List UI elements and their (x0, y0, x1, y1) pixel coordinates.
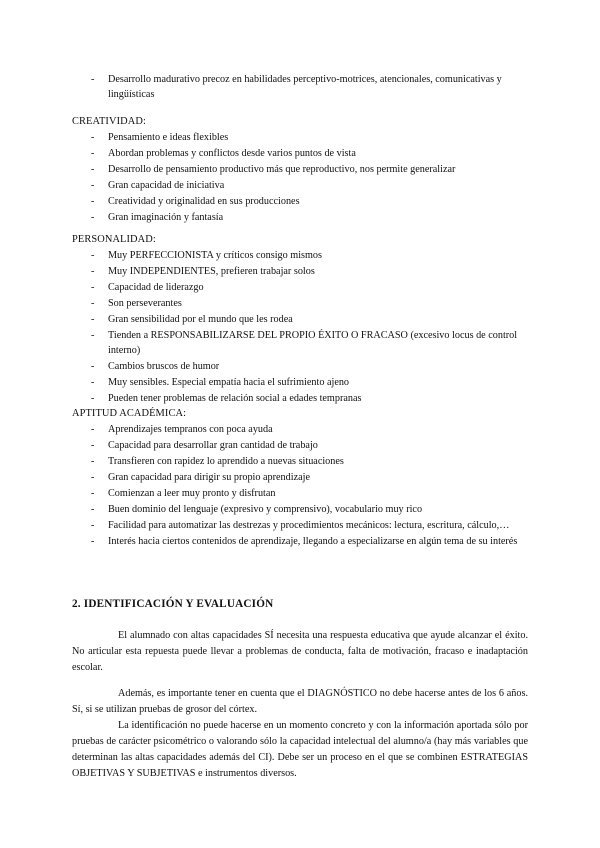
bullet-dash: - (91, 180, 95, 191)
list-item-text: Muy PERFECCIONISTA y críticos consigo mismos (108, 250, 322, 261)
list-item (0, 210, 600, 225)
personalidad-list (0, 248, 600, 407)
list-item (0, 438, 600, 453)
list-item-text: Capacidad de liderazgo (108, 282, 204, 293)
aptitud-list (0, 422, 600, 550)
list-item-text: Desarrollo de pensamiento productivo más que reproductivo, nos permite generalizar (108, 164, 456, 175)
list-item-text: Gran capacidad para dirigir su propio aprendizaje (108, 472, 310, 483)
intro-list (0, 72, 600, 103)
bullet-dash: - (91, 314, 95, 325)
list-item-text: Comienzan a leer muy pronto y disfrutan (108, 488, 276, 499)
list-item-text: Desarrollo madurativo precoz en habilidades perceptivo-motrices, atencionales, comunicativas y lingüísticas (108, 74, 502, 100)
list-item (0, 391, 600, 406)
list-item-text: Abordan problemas y conflictos desde varios puntos de vista (108, 148, 356, 159)
bullet-dash: - (91, 424, 95, 435)
list-item-text: Cambios bruscos de humor (108, 361, 220, 372)
list-item (0, 146, 600, 161)
list-item-text: Interés hacia ciertos contenidos de aprendizaje, llegando a especializarse en algún tema de su interés (108, 536, 518, 547)
personalidad-heading: PERSONALIDAD: (72, 234, 156, 245)
list-item-text: Capacidad para desarrollar gran cantidad de trabajo (108, 440, 318, 451)
list-item (0, 280, 600, 295)
list-item-text: Gran capacidad de iniciativa (108, 180, 225, 191)
aptitud-heading: APTITUD ACADÉMICA: (72, 408, 187, 419)
list-item (0, 375, 600, 390)
bullet-dash: - (91, 132, 95, 143)
bullet-dash: - (91, 74, 95, 85)
list-item (0, 72, 600, 102)
bullet-dash: - (91, 440, 95, 451)
list-item (0, 534, 600, 549)
paragraph (72, 628, 528, 676)
list-item (0, 328, 600, 358)
list-item-text: Creatividad y originalidad en sus producciones (108, 196, 300, 207)
list-item (0, 162, 600, 177)
bullet-dash: - (91, 361, 95, 372)
list-item-text: Pensamiento e ideas flexibles (108, 132, 229, 143)
list-item (0, 502, 600, 517)
bullet-dash: - (91, 536, 95, 547)
list-item (0, 359, 600, 374)
list-item (0, 178, 600, 193)
list-item (0, 518, 600, 533)
list-item (0, 194, 600, 209)
bullet-dash: - (91, 330, 95, 341)
paragraph (72, 686, 528, 718)
list-item-text: Transfieren con rapidez lo aprendido a nuevas situaciones (108, 456, 344, 467)
list-item-text: Son perseverantes (108, 298, 182, 309)
list-item-text: Aprendizajes tempranos con poca ayuda (108, 424, 273, 435)
bullet-dash: - (91, 282, 95, 293)
paragraph-text: La identificación no puede hacerse en un momento concreto y con la información aportada sólo por pruebas de carácter psicométrico o valorando sólo la capacidad intelectual del alumno/a (hay más variables que determinan las altas capacidades además del CI). Debe ser un proceso en el que se combinen ESTRATEGIAS OBJETIVAS Y SUBJETIVAS e instrumentos diversos. (72, 720, 528, 779)
list-item-text: Facilidad para automatizar las destrezas y procedimientos mecánicos: lectura, escritura, cálculo,… (108, 520, 510, 531)
bullet-dash: - (91, 393, 95, 404)
paragraph-text: Además, es importante tener en cuenta que el DIAGNÓSTICO no debe hacerse antes de los 6 años. Sí, si se utilizan pruebas de grosor del córtex. (72, 688, 528, 715)
bullet-dash: - (91, 472, 95, 483)
creatividad-heading: CREATIVIDAD: (72, 116, 146, 127)
paragraph-text: El alumnado con altas capacidades SÍ necesita una respuesta educativa que ayude alcanzar el éxito. No articular esta repuesta puede llevar a problemas de conducta, falta de motivación, fracaso e inadaptación escolar. (72, 630, 528, 673)
list-item-text: Buen dominio del lenguaje (expresivo y comprensivo), vocabulario muy rico (108, 504, 423, 515)
list-item (0, 130, 600, 145)
list-item-text: Tienden a RESPONSABILIZARSE DEL PROPIO ÉXITO O FRACASO (excesivo locus de control interno) (108, 330, 518, 356)
section-title: 2. IDENTIFICACIÓN Y EVALUACIÓN (72, 598, 274, 610)
bullet-dash: - (91, 488, 95, 499)
paragraph (72, 718, 528, 782)
list-item-text: Gran imaginación y fantasía (108, 212, 224, 223)
list-item (0, 248, 600, 263)
bullet-dash: - (91, 298, 95, 309)
bullet-dash: - (91, 377, 95, 388)
bullet-dash: - (91, 212, 95, 223)
bullet-dash: - (91, 266, 95, 277)
list-item-text: Pueden tener problemas de relación social a edades tempranas (108, 393, 362, 404)
list-item (0, 264, 600, 279)
list-item (0, 312, 600, 327)
bullet-dash: - (91, 164, 95, 175)
bullet-dash: - (91, 148, 95, 159)
list-item (0, 422, 600, 437)
list-item (0, 296, 600, 311)
bullet-dash: - (91, 196, 95, 207)
list-item-text: Muy sensibles. Especial empatía hacia el sufrimiento ajeno (108, 377, 350, 388)
list-item (0, 454, 600, 469)
list-item-text: Muy INDEPENDIENTES, prefieren trabajar solos (108, 266, 315, 277)
list-item-text: Gran sensibilidad por el mundo que les rodea (108, 314, 293, 325)
bullet-dash: - (91, 520, 95, 531)
bullet-dash: - (91, 504, 95, 515)
bullet-dash: - (91, 250, 95, 261)
creatividad-list (0, 130, 600, 226)
list-item (0, 470, 600, 485)
list-item (0, 486, 600, 501)
bullet-dash: - (91, 456, 95, 467)
